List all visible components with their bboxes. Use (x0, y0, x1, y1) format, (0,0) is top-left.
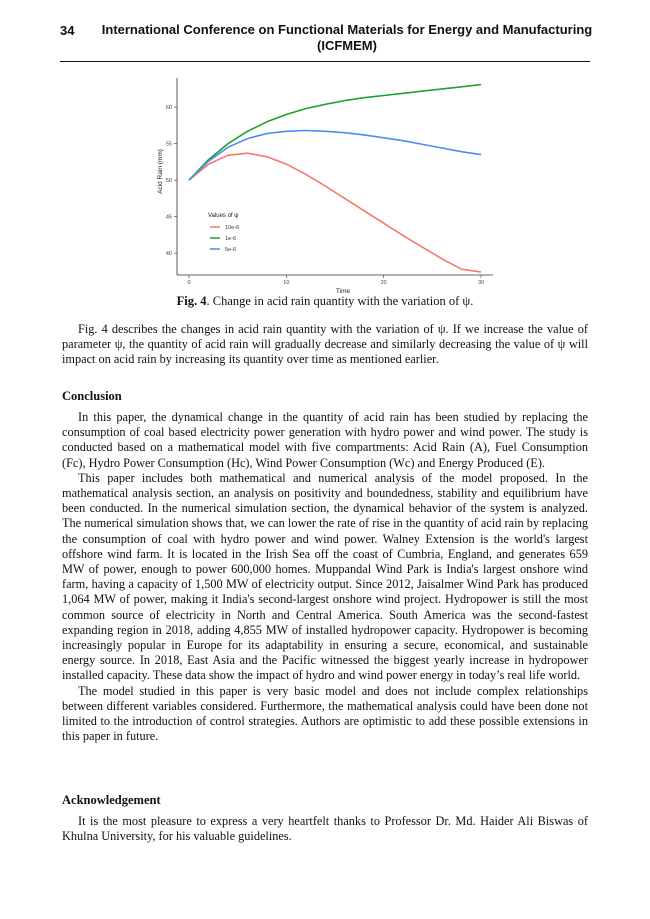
figure-caption (60, 294, 590, 309)
x-tick-label: 20 (380, 280, 387, 286)
figure-caption-label: Fig. 4 (176, 294, 207, 308)
y-tick-label: 55 (165, 141, 172, 148)
acknowledgement-paragraph: It is the most pleasure to express a very heartfelt thanks to Professor Dr. Md. Haider Ali Biswas of Khulna University, for his valuable guidelines. (62, 814, 588, 844)
y-axis-label: Acid Rain (mm) (157, 149, 164, 194)
figure-discussion (62, 322, 588, 368)
figure-caption-text: . Change in acid rain quantity with the variation of ψ. (206, 294, 474, 308)
conclusion-heading: Conclusion (62, 389, 122, 403)
running-header-title: International Conference on Functional Materials for Energy and Manufacturing (ICFMEM) (101, 22, 593, 54)
page-number: 34 (60, 23, 75, 38)
x-axis-label: Time (335, 288, 351, 294)
conclusion-body (62, 410, 588, 744)
acknowledgement-heading: Acknowledgement (62, 793, 161, 807)
legend-label: 10e-6 (225, 225, 240, 231)
y-tick-label: 50 (165, 178, 172, 185)
conclusion-paragraph-2: This paper includes both mathematical and numerical analysis of the model proposed. In the mathematical analysis section, an analysis on positivity and boundedness, stability and equilibrium have been conducted. In the numerical simulation section, the dynamical behavior of the system is analyzed. The numerical simulation shows that, we can lower the rate of rise in the quantity of acid rain by replacing the consumption of coal with hydro power and wind power. Walney Extension is the world's largest offshore wind farm. It is located in the Irish Sea off the coast of Cumbria, England, and generates 659 MW of power, enough to power 600,000 homes. Muppandal Wind Park is India's largest onshore wind farm, having a capacity of 1,500 MW of electricity output. Since 2012, Jaisalmer Wind Park has produced 1,064 MW of power, making it India's second-largest onshore wind project. Hydropower is still the most common source of electricity in North and Central America. South America was the second-fastest expanding region in 2018, adding 4,855 MW of installed hydropower capacity. Hydropower is becoming increasingly popular in Europe for its adaptability in ensuring a secure, economical, and sustainable energy source. In 2018, East Asia and the Pacific witnessed the biggest yearly increase in hydropower installed capacity. These data show the impact of hydro and wind power energy in today’s real life world. (62, 470, 588, 683)
conclusion-paragraph-1: In this paper, the dynamical change in the quantity of acid rain has been studied by replacing the consumption of coal based electricity power generation with hydro power and wind power. The study is conducted based on a mathematical model with five compartments: Acid Rain (A), Fuel Consumption (Fc), Hydro Power Consumption (Hc), Wind Power Consumption (Wc) and Energy Produced (E). (62, 410, 588, 470)
legend-label: 1e-6 (225, 236, 237, 242)
y-tick-label: 60 (165, 105, 172, 112)
discussion-paragraph: Fig. 4 describes the changes in acid rain quantity with the variation of ψ. If we increase the value of parameter ψ, the quantity of acid rain will gradually decrease and similarly decreasing the value of ψ will impact on acid rain by increasing its quantity over time as mentioned earlier. (62, 322, 588, 367)
conclusion-paragraph-3: The model studied in this paper is very basic model and does not include complex relationships between different variables considered. Furthermore, the mathematical analysis could have been done not limited to the introduction of control strategies. Authors are optimistic to add these possible extensions in this paper in future. (62, 683, 588, 744)
legend-label: 5e-6 (225, 247, 237, 253)
y-tick-label: 40 (165, 251, 172, 258)
chart-legend (208, 213, 239, 253)
y-tick-label: 45 (165, 214, 172, 221)
acid-rain-chart (150, 72, 510, 294)
x-tick-label: 10 (283, 280, 290, 286)
x-tick-label: 0 (187, 280, 191, 286)
header-rule (60, 61, 590, 62)
chart-lines (189, 85, 481, 273)
legend-title: Values of ψ (208, 213, 239, 219)
acknowledgement-body (62, 814, 588, 844)
x-tick-label: 30 (477, 280, 485, 286)
